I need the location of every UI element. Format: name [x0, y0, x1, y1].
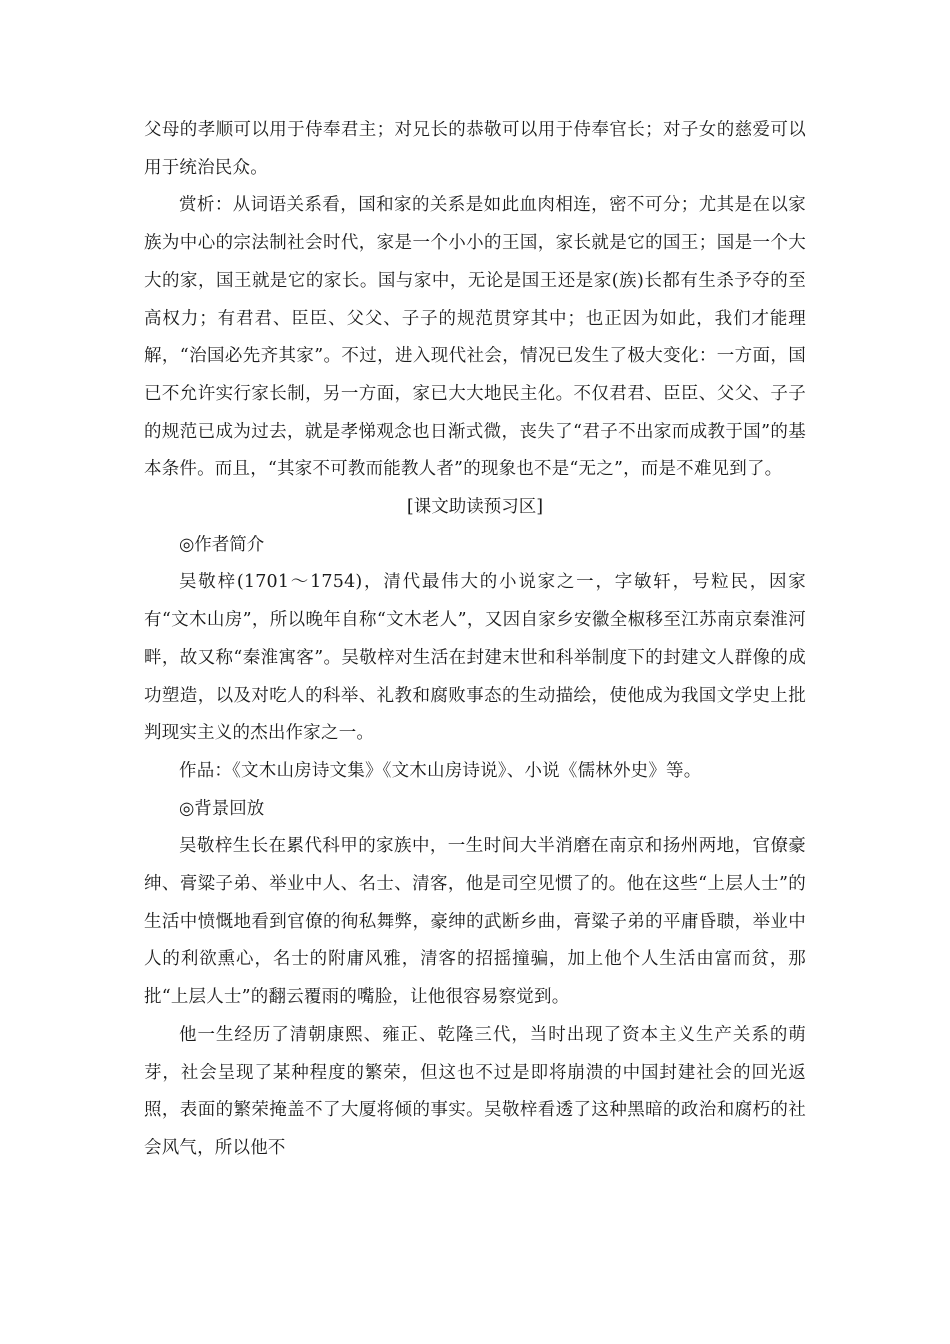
document-page: [144, 112, 806, 1168]
paragraph-works: 作品：《文木山房诗文集》《文木山房诗说》、小说《儒林外史》等。: [179, 760, 702, 781]
paragraph-background-2: 他一生经历了清朝康熙、雍正、乾隆三代，当时出现了资本主义生产关系的萌芽，社会呈现了某种程度的繁荣，但这也不过是即将崩溃的中国封建社会的回光返照，表面的繁荣掩盖不了大厦将倾的事实。吴敬梓看透了这种黑暗的政治和腐朽的社会风气，所以他不: [144, 1024, 806, 1158]
paragraph-appreciation: 赏析：从词语关系看，国和家的关系是如此血肉相连，密不可分；尤其是在以家族为中心的宗法制社会时代，家是一个小小的王国，家长就是它的国王；国是一个大大的家，国王就是它的家长。国与家中，无论是国王还是家(族)长都有生杀予夺的至高权力；有君君、臣臣、父父、子子的规范贯穿其中；也正因为如此，我们才能理解，“治国必先齐其家”。不过，进入现代社会，情况已发生了极大变化：一方面，国已不允许实行家长制，另一方面，家已大大地民主化。不仅君君、臣臣、父父、子子的规范已成为过去，就是孝悌观念也日渐式微，丧失了“君子不出家而成教于国”的基本条件。而且，“其家不可教而能教人者”的现象也不是“无之”，而是不难见到了。: [144, 195, 806, 480]
paragraph-author: 吴敬梓(1701～1754)，清代最伟大的小说家之一，字敏轩，号粒民，因家有“文木山房”，所以晚年自称“文木老人”，又因自家乡安徽全椒移至江苏南京秦淮河畔，故又称“秦淮寓客”。吴敬梓对生活在封建末世和科举制度下的封建文人群像的成功塑造，以及对吃人的科举、礼教和腐败事态的生动描绘，使他成为我国文学史上批判现实主义的杰出作家之一。: [144, 572, 806, 744]
heading-author-intro: ◎作者简介: [179, 534, 265, 555]
section-title: [课文助读预习区]: [406, 497, 544, 518]
paragraph-continuation: 父母的孝顺可以用于侍奉君主；对兄长的恭敬可以用于侍奉官长；对子女的慈爱可以用于统治民众。: [144, 120, 806, 178]
heading-background: ◎背景回放: [179, 798, 265, 819]
paragraph-background-1: 吴敬梓生长在累代科甲的家族中，一生时间大半消磨在南京和扬州两地，官僚豪绅、膏粱子弟、举业中人、名士、清客，他是司空见惯了的。他在这些“上层人士”的生活中愤慨地看到官僚的徇私舞弊，豪绅的武断乡曲，膏粱子弟的平庸昏聩，举业中人的利欲熏心，名士的附庸风雅，清客的招摇撞骗，加上他个人生活由富而贫，那批“上层人士”的翻云覆雨的嘴脸，让他很容易察觉到。: [144, 836, 806, 1008]
